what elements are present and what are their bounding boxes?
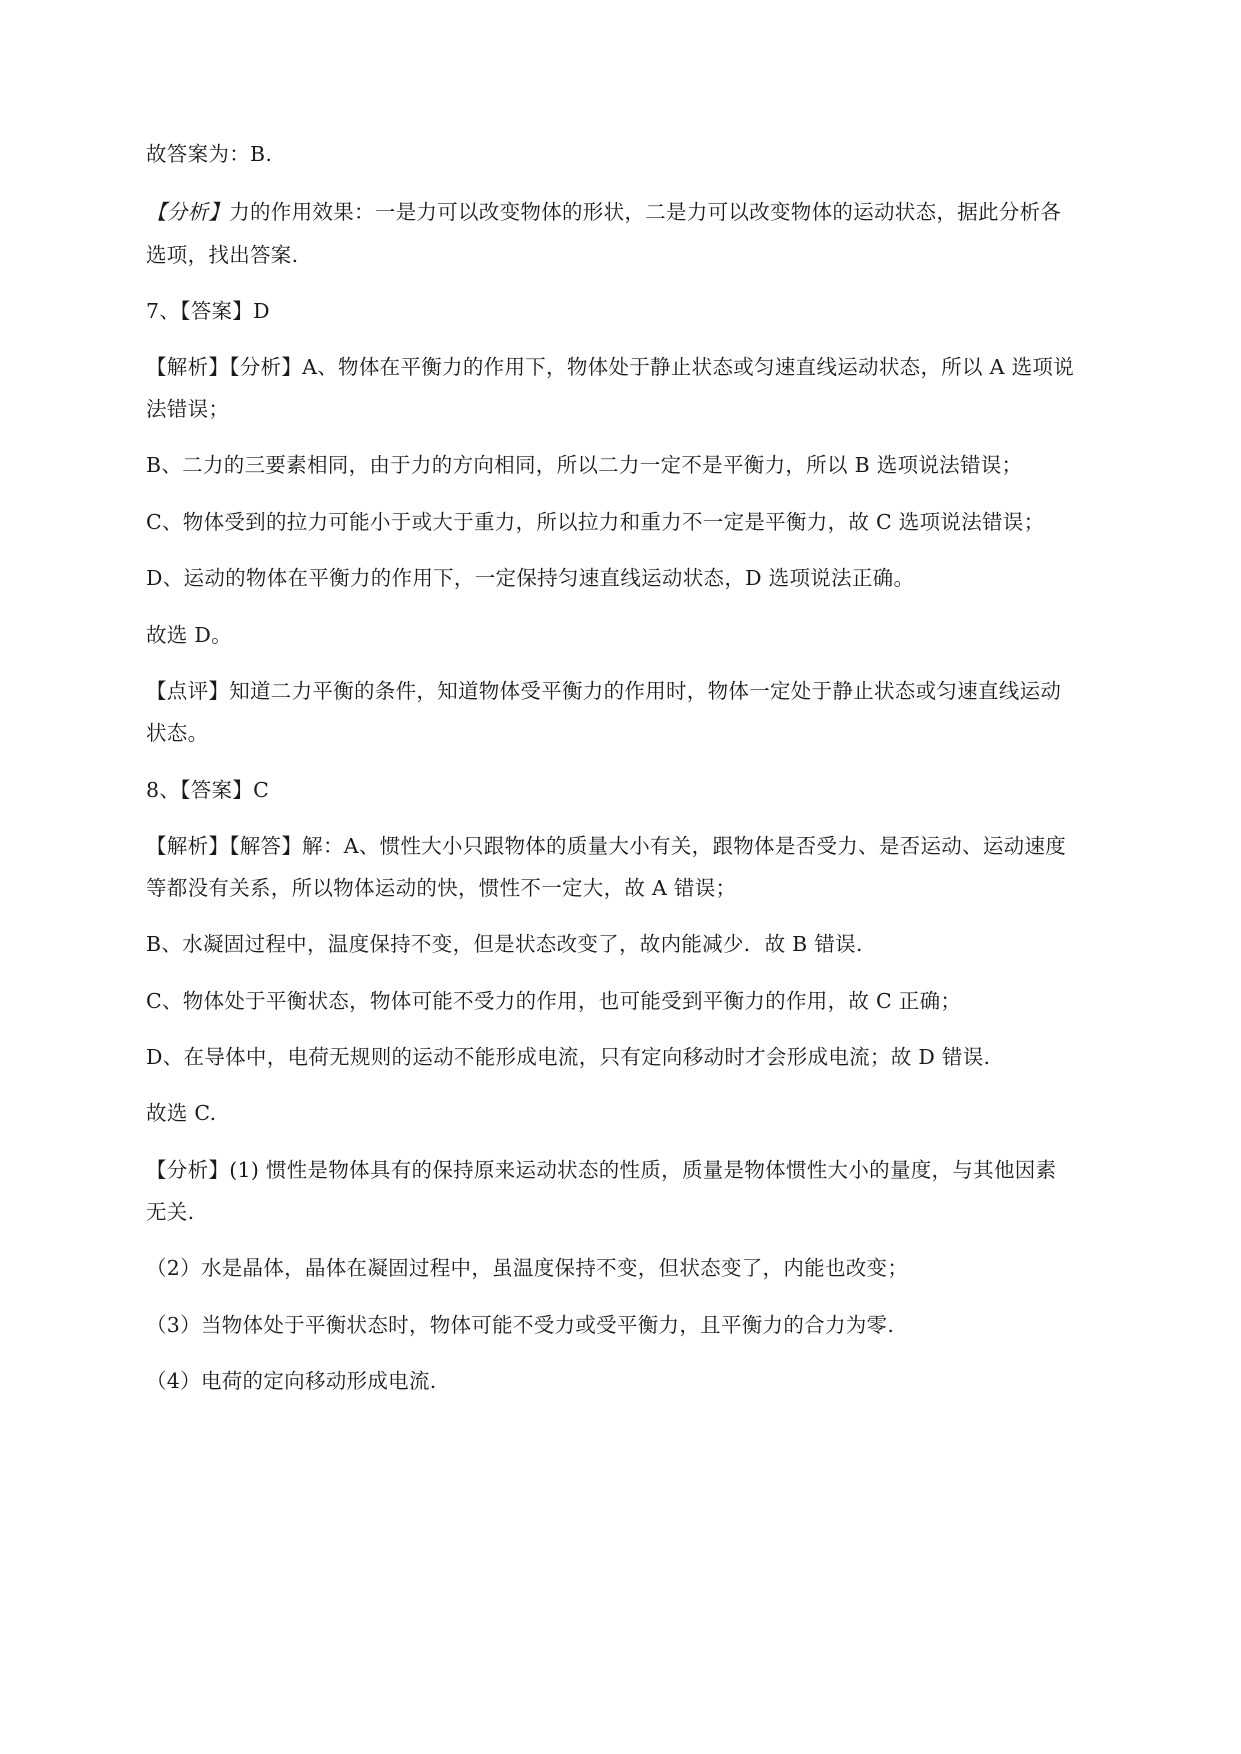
analysis-paragraph-line-2 (146, 240, 1146, 270)
line-text: B、二力的三要素相同，由于力的方向相同，所以二力一定不是平衡力，所以 B 选项说法错误； (146, 453, 1023, 477)
answer-conclusion-b (146, 139, 1146, 169)
q8-analysis-point-4 (146, 1366, 1146, 1396)
question-7-answer (146, 296, 1146, 326)
analysis-label: 【分析】 (146, 200, 230, 224)
q8-choice (146, 1098, 1146, 1128)
q8-analysis-point-2 (146, 1253, 1146, 1283)
q7-explanation-line-1 (146, 352, 1146, 382)
line-text: （2）水是晶体，晶体在凝固过程中，虽温度保持不变，但状态变了，内能也改变； (146, 1256, 909, 1280)
q7-explanation-line-2 (146, 394, 1146, 424)
line-text: 无关. (146, 1200, 195, 1224)
line-text: 【点评】知道二力平衡的条件，知道物体受平衡力的作用时，物体一定处于静止状态或匀速直线运动 (146, 679, 1062, 703)
q8-option-c (146, 986, 1146, 1016)
q7-option-b (146, 450, 1146, 480)
line-text: 【分析】(1) 惯性是物体具有的保持原来运动状态的性质，质量是物体惯性大小的量度，与其他因素 (146, 1158, 1057, 1182)
line-text: D、在导体中，电荷无规则的运动不能形成电流，只有定向移动时才会形成电流；故 D 错误. (146, 1045, 991, 1069)
line-text: 8、【答案】C (146, 778, 270, 802)
line-text: 故选 D。 (146, 623, 232, 647)
line-text: 法错误； (146, 397, 230, 421)
line-text: 故答案为：B. (146, 142, 273, 166)
line-text: 7、【答案】D (146, 299, 270, 323)
line-text: D、运动的物体在平衡力的作用下，一定保持匀速直线运动状态，D 选项说法正确。 (146, 566, 915, 590)
analysis-paragraph-line-1 (146, 197, 1146, 227)
q8-option-d (146, 1042, 1146, 1072)
q7-comment-line-2 (146, 718, 1146, 748)
q8-explanation-line-1 (146, 831, 1146, 861)
line-text: 【解析】【解答】解：A、惯性大小只跟物体的质量大小有关，跟物体是否受力、是否运动、运动速度 (146, 834, 1067, 858)
line-text: 状态。 (146, 721, 209, 745)
q8-option-b (146, 929, 1146, 959)
q8-analysis-line-2 (146, 1197, 1146, 1227)
q7-comment-line-1 (146, 676, 1146, 706)
q8-analysis-point-3 (146, 1310, 1146, 1340)
line-text: 等都没有关系，所以物体运动的快，惯性不一定大，故 A 错误； (146, 876, 737, 900)
q7-choice (146, 620, 1146, 650)
line-text: 【解析】【分析】A、物体在平衡力的作用下，物体处于静止状态或匀速直线运动状态，所以 A 选项说 (146, 355, 1074, 379)
question-8-answer (146, 775, 1146, 805)
q8-analysis-line-1 (146, 1155, 1146, 1185)
line-text: （4）电荷的定向移动形成电流. (146, 1369, 437, 1393)
line-text: B、水凝固过程中，温度保持不变，但是状态改变了，故内能减少．故 B 错误. (146, 932, 863, 956)
q7-option-c (146, 507, 1146, 537)
line-text: C、物体受到的拉力可能小于或大于重力，所以拉力和重力不一定是平衡力，故 C 选项说法错误； (146, 510, 1045, 534)
q7-option-d (146, 563, 1146, 593)
line-text: C、物体处于平衡状态，物体可能不受力的作用，也可能受到平衡力的作用，故 C 正确； (146, 989, 962, 1013)
line-text: （3）当物体处于平衡状态时，物体可能不受力或受平衡力，且平衡力的合力为零. (146, 1313, 895, 1337)
line-text: 选项，找出答案. (146, 243, 299, 267)
line-text: 力的作用效果：一是力可以改变物体的形状，二是力可以改变物体的运动状态，据此分析各 (229, 200, 1062, 224)
line-text: 故选 C. (146, 1101, 217, 1125)
q8-explanation-line-2 (146, 873, 1146, 903)
